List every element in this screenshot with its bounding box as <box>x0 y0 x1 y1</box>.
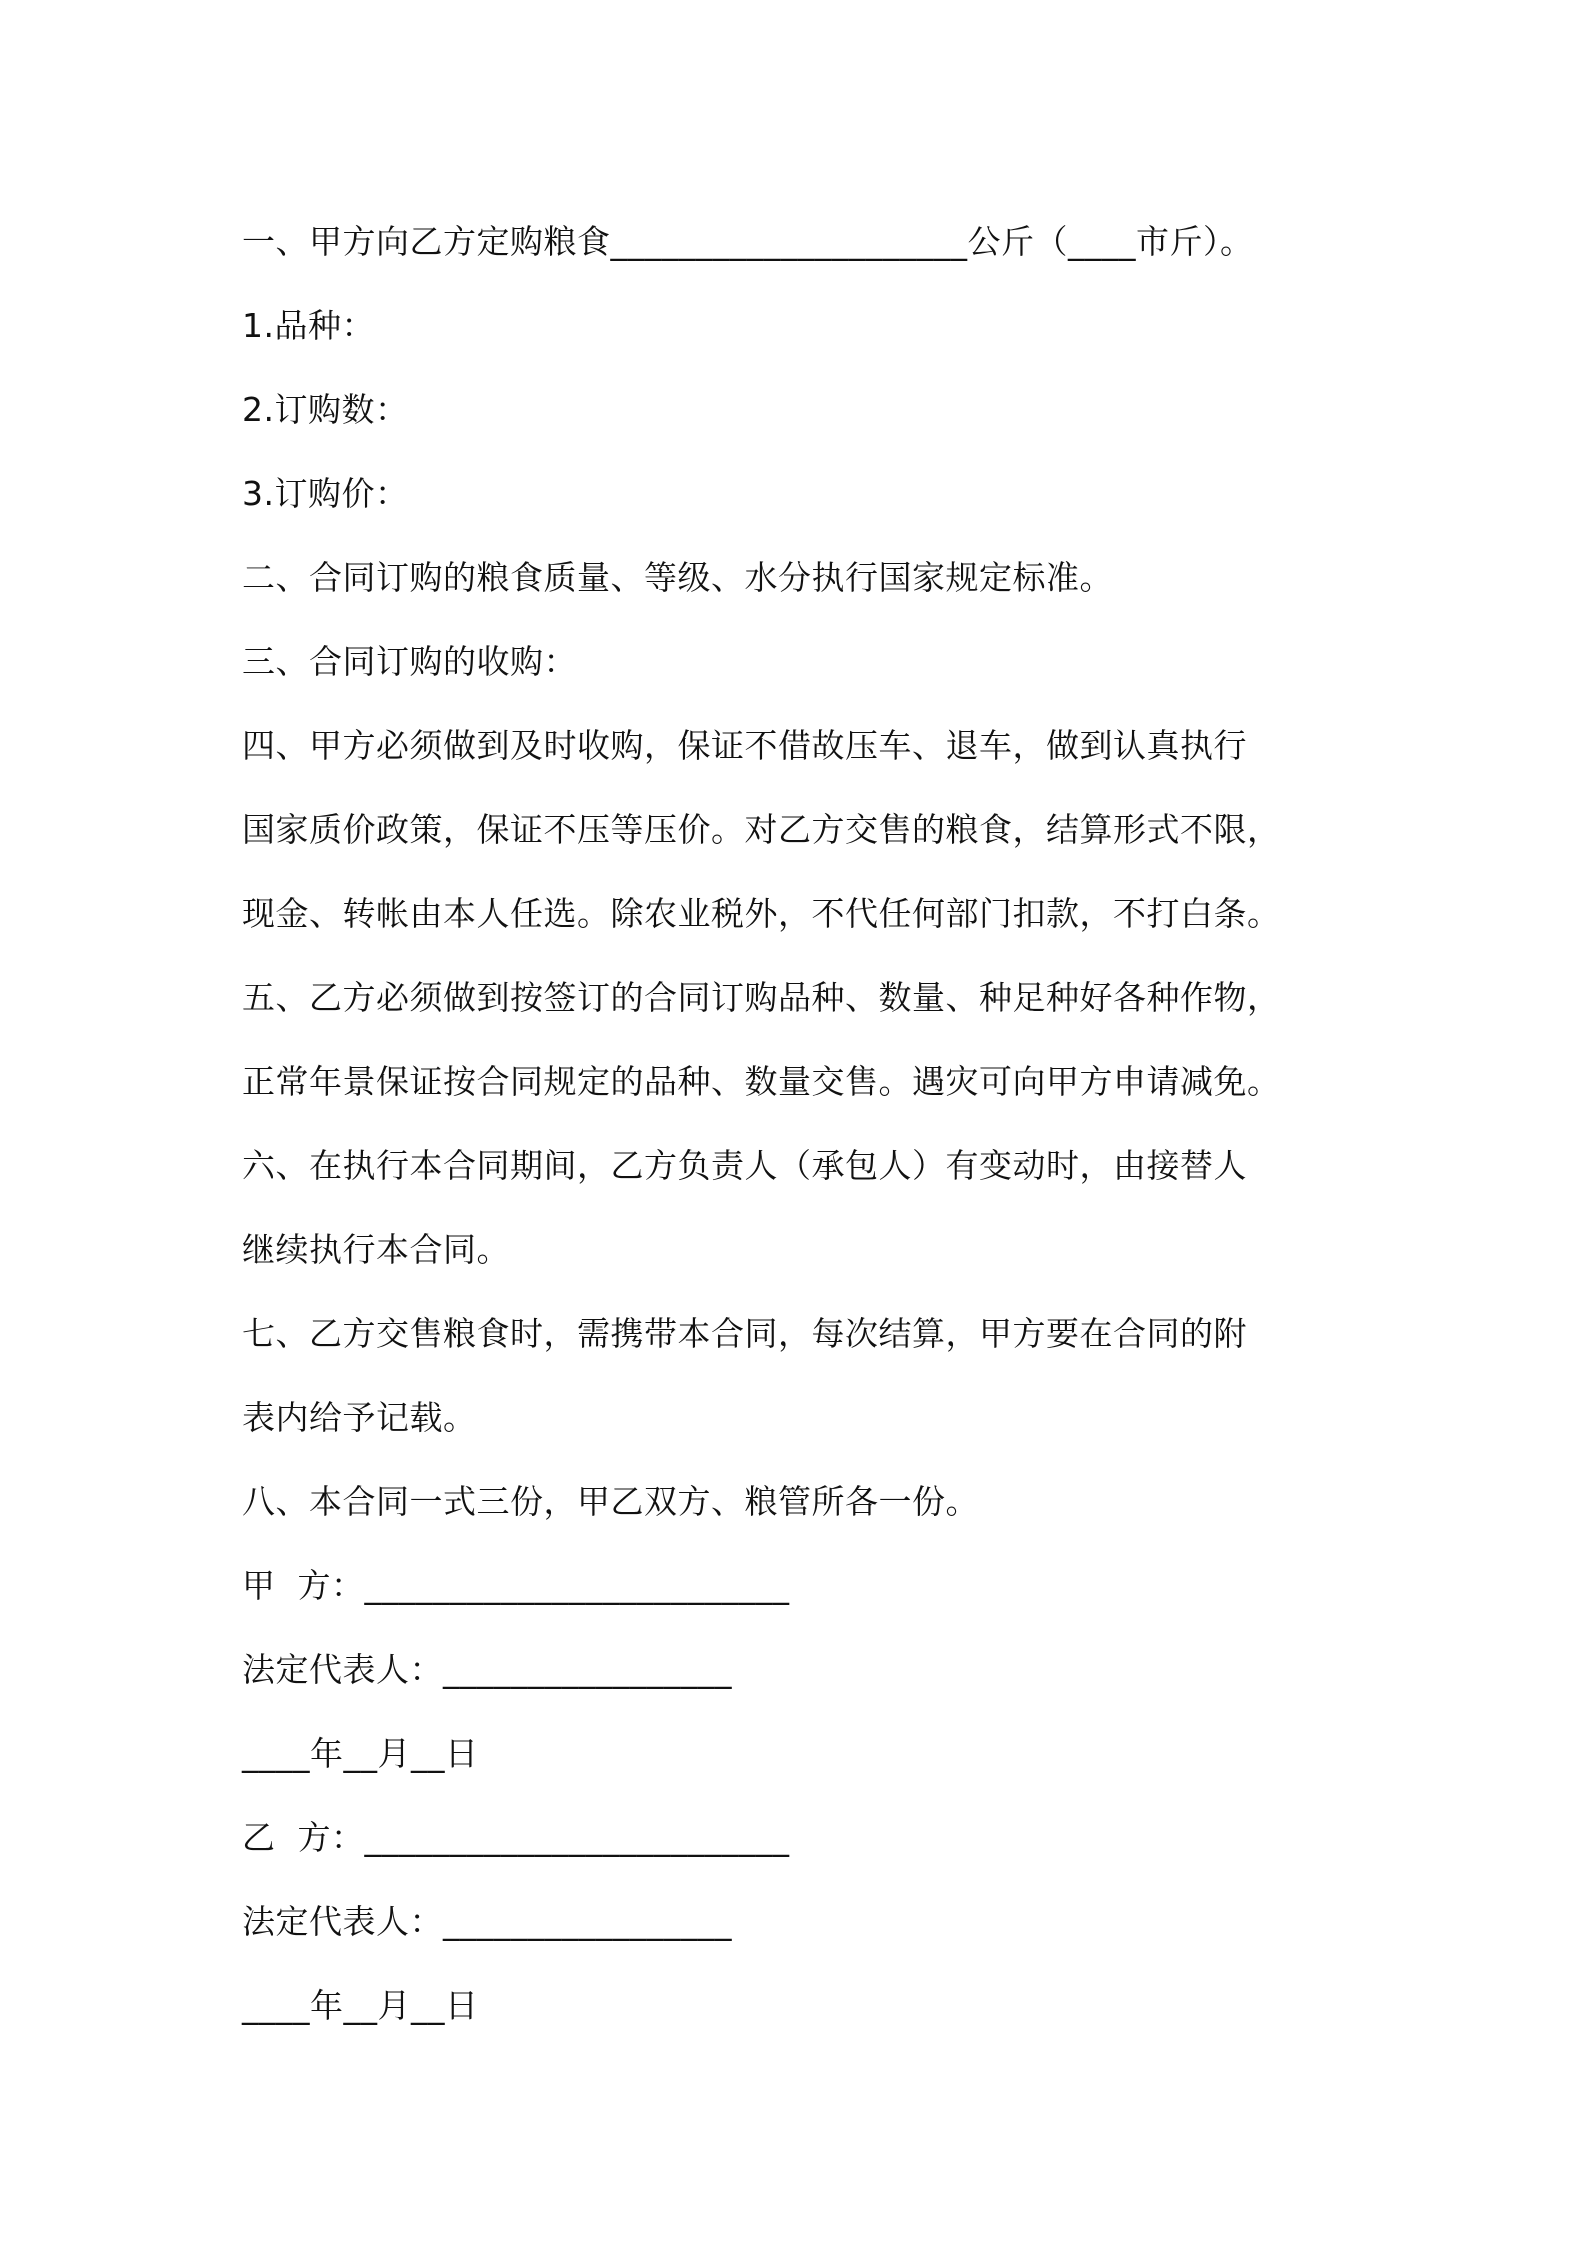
party-b-date-line: ____年__月__日 <box>242 1986 479 2025</box>
clause-7-line-2: 表内给予记载。 <box>242 1398 477 1437</box>
clause-7-line-1: 七、乙方交售粮食时，需携带本合同，每次结算，甲方要在合同的附 <box>242 1314 1247 1353</box>
clause-2-quality: 二、合同订购的粮食质量、等级、水分执行国家规定标准。 <box>242 558 1113 597</box>
clause-4-line-3: 现金、转帐由本人任选。除农业税外，不代任何部门扣款，不打白条。 <box>242 894 1281 933</box>
party-a-signature-line: 甲 方：_________________________ <box>242 1566 790 1605</box>
item-order-count: 2.订购数： <box>242 390 409 429</box>
clause-4-line-2: 国家质价政策，保证不压等压价。对乙方交售的粮食，结算形式不限， <box>242 810 1281 849</box>
contract-body <box>242 200 1362 2048</box>
clause-5-line-2: 正常年景保证按合同规定的品种、数量交售。遇灾可向甲方申请减免。 <box>242 1062 1281 1101</box>
clause-5-line-1: 五、乙方必须做到按签订的合同订购品种、数量、种足种好各种作物， <box>242 978 1281 1017</box>
item-variety: 1.品种： <box>242 306 375 345</box>
party-a-date-line: ____年__月__日 <box>242 1734 479 1773</box>
clause-8-copies: 八、本合同一式三份，甲乙双方、粮管所各一份。 <box>242 1482 979 1521</box>
clause-4-line-1: 四、甲方必须做到及时收购，保证不借故压车、退车，做到认真执行 <box>242 726 1247 765</box>
party-a-representative-line: 法定代表人：_________________ <box>242 1650 732 1689</box>
party-b-signature-line: 乙 方：_________________________ <box>242 1818 790 1857</box>
clause-6-line-2: 继续执行本合同。 <box>242 1230 510 1269</box>
item-order-price: 3.订购价： <box>242 474 409 513</box>
party-b-representative-line: 法定代表人：_________________ <box>242 1902 732 1941</box>
clause-3-purchase: 三、合同订购的收购： <box>242 642 577 681</box>
clause-1-order-quantity: 一、甲方向乙方定购粮食_____________________公斤（____市斤）。 <box>242 222 1254 261</box>
clause-6-line-1: 六、在执行本合同期间，乙方负责人（承包人）有变动时，由接替人 <box>242 1146 1247 1185</box>
